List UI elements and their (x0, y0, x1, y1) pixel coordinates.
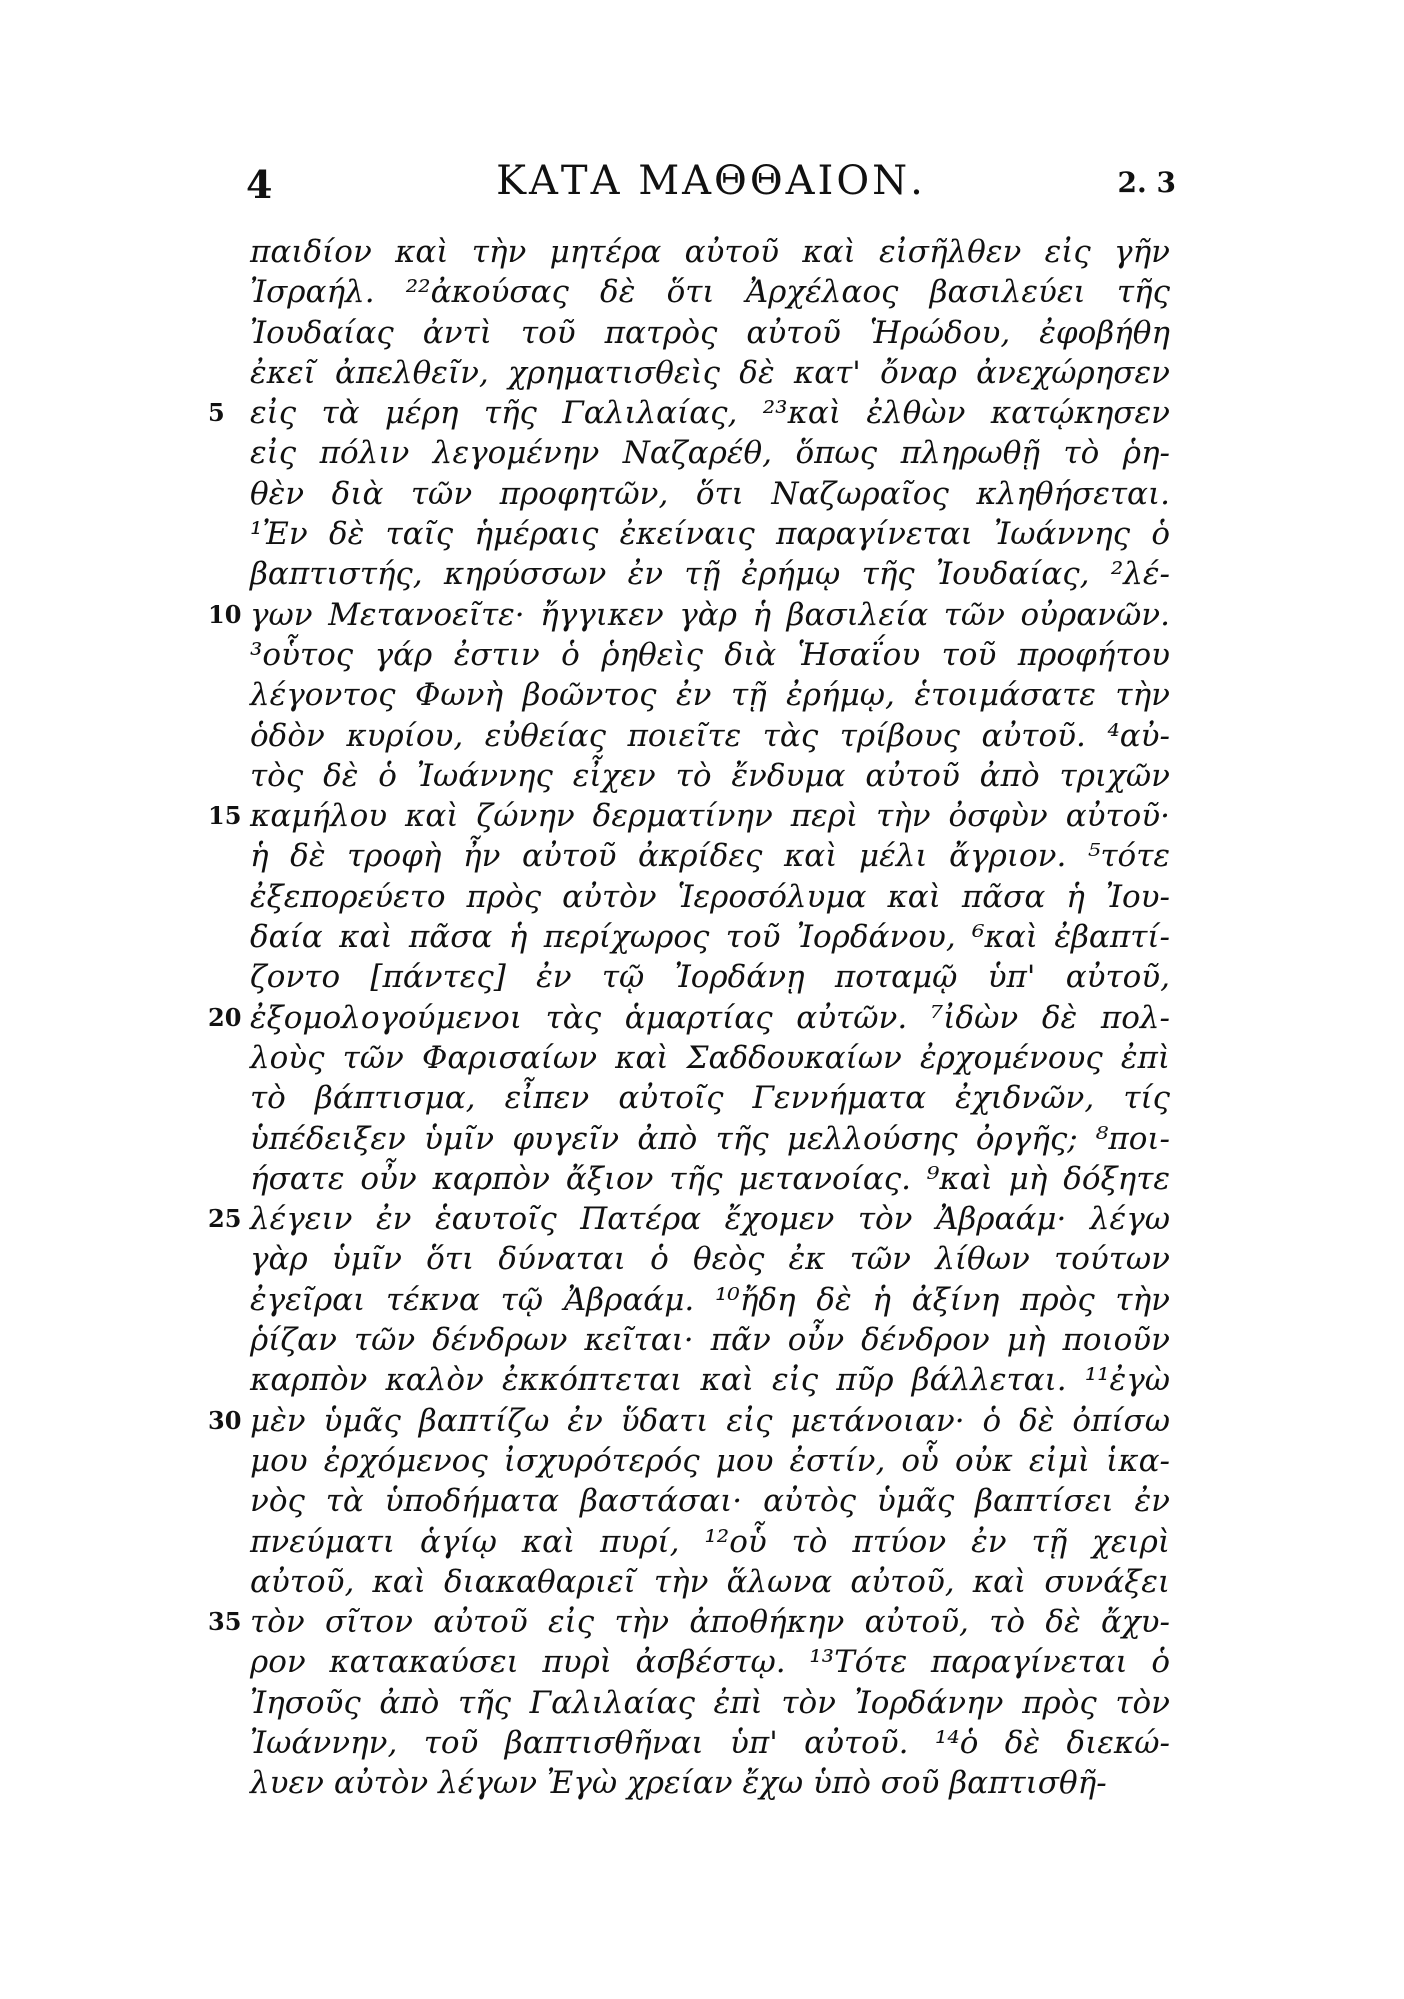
text-line (250, 353, 1170, 393)
text-line (250, 232, 1170, 272)
line-text: ῥίζαν τῶν δένδρων κεῖται· πᾶν οὖν δένδρον μὴ ποιοῦν (250, 1322, 1170, 1359)
line-text: ³οὗτος γάρ ἐστιν ὁ ῥηθεὶς διὰ Ἡσαΐου τοῦ προφήτου (250, 636, 1170, 673)
line-text: Ἰουδαίας ἀντὶ τοῦ πατρὸς αὐτοῦ Ἡρώδου, ἐφοβήθη (250, 314, 1170, 351)
text-line (250, 1562, 1170, 1602)
line-text: Ἰσραήλ. ²²ἀκούσας δὲ ὅτι Ἀρχέλαος βασιλεύει τῆς (250, 274, 1170, 311)
line-text: ἐξεπορεύετο πρὸς αὐτὸν Ἱεροσόλυμα καὶ πᾶσα ἡ Ἰου- (250, 878, 1170, 915)
text-line (250, 1360, 1170, 1400)
line-text: μου ἐρχόμενος ἰσχυρότερός μου ἐστίν, οὗ οὐκ εἰμὶ ἱκα- (250, 1442, 1170, 1479)
line-text: ἐκεῖ ἀπελθεῖν, χρηματισθεὶς δὲ κατ' ὄναρ ἀνεχώρησεν (250, 354, 1170, 391)
text-line (250, 836, 1170, 876)
line-text: μὲν ὑμᾶς βαπτίζω ἐν ὕδατι εἰς μετάνοιαν· ὁ δὲ ὀπίσω (250, 1402, 1170, 1439)
text-line (250, 957, 1170, 997)
line-text: λοὺς τῶν Φαρισαίων καὶ Σαδδουκαίων ἐρχομένους ἐπὶ (250, 1039, 1170, 1076)
text-line (250, 1320, 1170, 1360)
page-number: 4 (246, 162, 273, 207)
line-text: ρον κατακαύσει πυρὶ ἀσβέστῳ. ¹³Τότε παραγίνεται ὁ (250, 1644, 1170, 1681)
line-text: ἐξομολογούμενοι τὰς ἁμαρτίας αὐτῶν. ⁷ἰδὼν δὲ πολ- (250, 999, 1170, 1036)
text-line (208, 998, 1170, 1038)
text-line (250, 1642, 1170, 1682)
line-text: λέγοντος Φωνὴ βοῶντος ἐν τῇ ἐρήμῳ, ἑτοιμάσατε τὴν (250, 677, 1170, 714)
text-line (250, 433, 1170, 473)
chapter-reference: 2. 3 (1117, 166, 1176, 199)
text-line (250, 1522, 1170, 1562)
text-line (250, 756, 1170, 796)
text-line (250, 514, 1170, 554)
line-text: ζοντο [πάντες] ἐν τῷ Ἰορδάνῃ ποταμῷ ὑπ' αὐτοῦ, (250, 959, 1170, 996)
line-text: πνεύματι ἁγίῳ καὶ πυρί, ¹²οὗ τὸ πτύον ἐν τῇ χειρὶ (250, 1523, 1170, 1560)
line-text: ἡ δὲ τροφὴ ἦν αὐτοῦ ἀκρίδες καὶ μέλι ἄγριον. ⁵τότε (250, 838, 1170, 875)
line-text: καρπὸν καλὸν ἐκκόπτεται καὶ εἰς πῦρ βάλλεται. ¹¹ἐγὼ (250, 1362, 1170, 1399)
text-line (208, 393, 1170, 433)
line-text: ήσατε οὖν καρπὸν ἄξιον τῆς μετανοίας. ⁹καὶ μὴ δόξητε (250, 1160, 1170, 1197)
text-line (250, 272, 1170, 312)
line-text: θὲν διὰ τῶν προφητῶν, ὅτι Ναζωραῖος κληθήσεται. (250, 475, 1170, 512)
line-text: ὁδὸν κυρίου, εὐθείας ποιεῖτε τὰς τρίβους αὐτοῦ. ⁴αὐ- (250, 717, 1170, 754)
line-number: 10 (208, 599, 242, 629)
line-text: γων Μετανοεῖτε· ἤγγικεν γὰρ ἡ βασιλεία τῶν οὐρανῶν. (250, 596, 1170, 633)
text-line (250, 675, 1170, 715)
line-text: παιδίον καὶ τὴν μητέρα αὐτοῦ καὶ εἰσῆλθεν εἰς γῆν (250, 234, 1170, 270)
line-text: εἰς τὰ μέρη τῆς Γαλιλαίας, ²³καὶ ἐλθὼν κατῴκησεν (250, 395, 1170, 432)
text-line (250, 1159, 1170, 1199)
line-number: 15 (208, 801, 242, 831)
text-line (250, 1038, 1170, 1078)
line-text: τὸν σῖτον αὐτοῦ εἰς τὴν ἀποθήκην αὐτοῦ, τὸ δὲ ἄχυ- (250, 1604, 1170, 1641)
text-line (250, 716, 1170, 756)
text-line (250, 1683, 1170, 1723)
line-text: αὐτοῦ, καὶ διακαθαριεῖ τὴν ἅλωνα αὐτοῦ, καὶ συνάξει (250, 1563, 1170, 1600)
running-title: ΚΑΤΑ ΜΑΘΘΑΙΟΝ. (496, 158, 926, 204)
line-text: βαπτιστής, κηρύσσων ἐν τῇ ἐρήμῳ τῆς Ἰουδαίας, ²λέ- (250, 556, 1170, 593)
text-line (250, 1763, 1170, 1803)
greek-text-body (208, 232, 1170, 1804)
text-line (250, 474, 1170, 514)
text-line (250, 1723, 1170, 1763)
line-number: 5 (208, 398, 225, 428)
text-line (250, 1239, 1170, 1279)
line-text: τὸ βάπτισμα, εἶπεν αὐτοῖς Γεννήματα ἐχιδνῶν, τίς (250, 1080, 1170, 1117)
line-text: Ἰησοῦς ἀπὸ τῆς Γαλιλαίας ἐπὶ τὸν Ἰορδάνην πρὸς τὸν (250, 1684, 1170, 1721)
text-line (250, 1078, 1170, 1118)
text-line (208, 796, 1170, 836)
line-number: 30 (208, 1405, 242, 1435)
line-text: εἰς πόλιν λεγομένην Ναζαρέθ, ὅπως πληρωθῇ τὸ ῥη- (250, 435, 1170, 472)
text-line (250, 1119, 1170, 1159)
line-number: 20 (208, 1002, 242, 1032)
line-number: 35 (208, 1607, 242, 1637)
text-line (250, 917, 1170, 957)
line-text: τὸς δὲ ὁ Ἰωάννης εἶχεν τὸ ἔνδυμα αὐτοῦ ἀπὸ τριχῶν (250, 757, 1170, 794)
text-line (208, 1401, 1170, 1441)
text-line (250, 313, 1170, 353)
line-text: Ἰωάννην, τοῦ βαπτισθῆναι ὑπ' αὐτοῦ. ¹⁴ὁ δὲ διεκώ- (250, 1724, 1170, 1761)
line-text: λέγειν ἐν ἑαυτοῖς Πατέρα ἔχομεν τὸν Ἀβραάμ· λέγω (250, 1201, 1170, 1238)
line-text: λυεν αὐτὸν λέγων Ἐγὼ χρείαν ἔχω ὑπὸ σοῦ βαπτισθῆ- (250, 1765, 1107, 1802)
text-line (250, 1280, 1170, 1320)
line-text: καμήλου καὶ ζώνην δερματίνην περὶ τὴν ὀσφὺν αὐτοῦ· (250, 798, 1170, 835)
line-text: ¹Ἐν δὲ ταῖς ἡμέραις ἐκείναις παραγίνεται Ἰωάννης ὁ (250, 516, 1170, 553)
line-text: ἐγεῖραι τέκνα τῷ Ἀβραάμ. ¹⁰ἤδη δὲ ἡ ἀξίνη πρὸς τὴν (250, 1281, 1170, 1318)
line-text: ὑπέδειξεν ὑμῖν φυγεῖν ἀπὸ τῆς μελλούσης ὀργῆς; ⁸ποι- (250, 1120, 1170, 1157)
text-line (250, 877, 1170, 917)
line-number: 25 (208, 1204, 242, 1234)
text-line (250, 1441, 1170, 1481)
text-line (208, 1199, 1170, 1239)
text-line (250, 1481, 1170, 1521)
line-text: νὸς τὰ ὑποδήματα βαστάσαι· αὐτὸς ὑμᾶς βαπτίσει ἐν (250, 1483, 1170, 1520)
text-line (208, 1602, 1170, 1642)
line-text: δαία καὶ πᾶσα ἡ περίχωρος τοῦ Ἰορδάνου, ⁶καὶ ἐβαπτί- (250, 919, 1170, 956)
text-line (208, 595, 1170, 635)
line-text: γὰρ ὑμῖν ὅτι δύναται ὁ θεὸς ἐκ τῶν λίθων τούτων (250, 1241, 1170, 1278)
text-line (250, 635, 1170, 675)
page-header (246, 158, 1176, 218)
text-line (250, 554, 1170, 594)
